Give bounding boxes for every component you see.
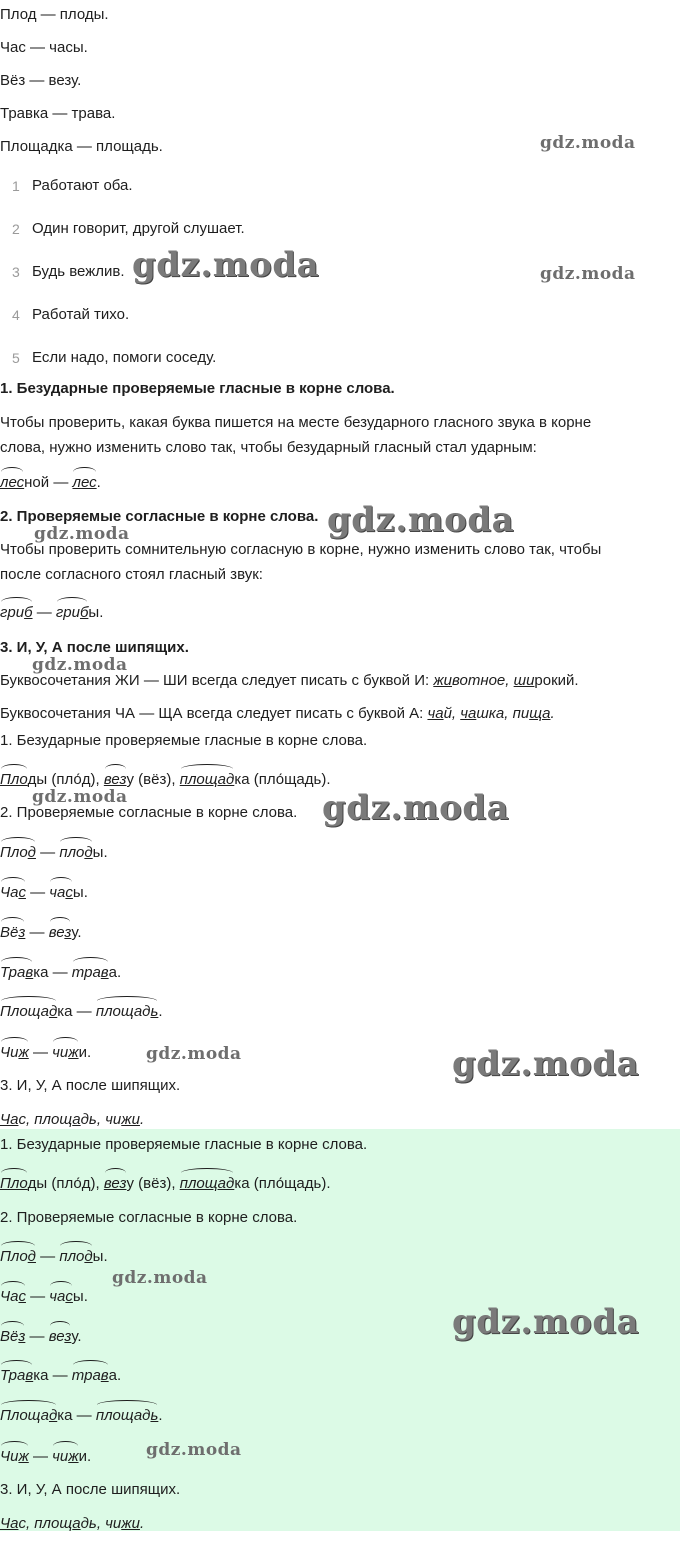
answer-pair: Площадка — площадь. — [0, 1003, 163, 1020]
watermark-logo: gdz.moda — [132, 245, 320, 285]
list-number: 2 — [12, 221, 20, 237]
answer-line: Час, площадь, чижи. — [0, 1515, 145, 1532]
rule-text: Буквосочетания ЖИ — ШИ всегда следует писать с буквой И: животное, широкий. — [0, 672, 579, 689]
pair-line: Вёз — везу. — [0, 72, 82, 89]
answer-heading: 1. Безударные проверяемые гласные в корне слова. — [0, 1136, 368, 1153]
rule-text: Чтобы проверить, какая буква пишется на месте безударного гласного звука в корне — [0, 414, 592, 431]
list-number: 4 — [12, 307, 20, 323]
watermark-logo: gdz.moda — [146, 1044, 242, 1064]
rule-heading: 3. И, У, А после шипящих. — [0, 639, 189, 656]
watermark-logo: gdz.moda — [327, 500, 515, 540]
answer-heading: 3. И, У, А после шипящих. — [0, 1077, 181, 1094]
list-item: Работай тихо. — [32, 306, 130, 323]
example-line: лесной — лес. — [0, 474, 101, 491]
watermark-logo: gdz.moda — [452, 1302, 640, 1342]
pair-line: Час — часы. — [0, 39, 88, 56]
watermark-logo: gdz.moda — [32, 787, 128, 807]
pair-line: Площадка — площадь. — [0, 138, 163, 155]
answer-pair: Плод — плоды. — [0, 844, 108, 861]
answer-pair: Чиж — чижи. — [0, 1448, 92, 1465]
watermark-logo: gdz.moda — [540, 133, 636, 153]
list-item: Работают оба. — [32, 177, 133, 194]
answer-heading: 3. И, У, А после шипящих. — [0, 1481, 181, 1498]
rule-heading: 2. Проверяемые согласные в корне слова. — [0, 508, 319, 525]
rule-heading: 1. Безударные проверяемые гласные в корне слова. — [0, 380, 395, 397]
answer-pair: Час — часы. — [0, 884, 88, 901]
answer-heading: 2. Проверяемые согласные в корне слова. — [0, 1209, 298, 1226]
rule-text: слова, нужно изменить слово так, чтобы безударный гласный стал ударным: — [0, 439, 537, 456]
watermark-logo: gdz.moda — [34, 524, 130, 544]
rule-text: после согласного стоял гласный звук: — [0, 566, 263, 583]
root-word: лес — [72, 474, 97, 491]
root-word: гриб — [0, 604, 33, 621]
root-word: лес — [0, 474, 25, 491]
example-line: гриб — грибы. — [0, 604, 104, 621]
root-word: гриб — [55, 604, 89, 621]
answer-pair: Плод — плоды. — [0, 1248, 108, 1265]
watermark-logo: gdz.moda — [452, 1044, 640, 1084]
answer-pair: Травка — трава. — [0, 1367, 122, 1384]
answer-line: Плоды (пло́д), везу (вёз), площадка (пло́щадь). — [0, 771, 331, 788]
list-item: Один говорит, другой слушает. — [32, 220, 245, 237]
watermark-logo: gdz.moda — [540, 264, 636, 284]
rule-text: Буквосочетания ЧА — ЩА всегда следует писать с буквой А: чай, чашка, пища. — [0, 705, 555, 722]
answer-pair: Травка — трава. — [0, 964, 122, 981]
answer-line: Плоды (пло́д), везу (вёз), площадка (пло́щадь). — [0, 1175, 331, 1192]
list-item: Будь вежлив. — [32, 263, 125, 280]
pair-line: Плод — плоды. — [0, 6, 109, 23]
answer-pair: Вёз — везу. — [0, 1328, 82, 1345]
answer-heading: 2. Проверяемые согласные в корне слова. — [0, 804, 298, 821]
watermark-logo: gdz.moda — [322, 788, 510, 828]
answer-line: Час, площадь, чижи. — [0, 1111, 145, 1128]
pair-line: Травка — трава. — [0, 105, 116, 122]
watermark-logo: gdz.moda — [32, 655, 128, 675]
rule-text: Чтобы проверить сомнительную согласную в корне, нужно изменить слово так, чтобы — [0, 541, 602, 558]
list-number: 3 — [12, 264, 20, 280]
list-number: 5 — [12, 350, 20, 366]
answer-pair: Чиж — чижи. — [0, 1044, 92, 1061]
answer-pair: Площадка — площадь. — [0, 1407, 163, 1424]
list-number: 1 — [12, 178, 20, 194]
answer-heading: 1. Безударные проверяемые гласные в корне слова. — [0, 732, 368, 749]
watermark-logo: gdz.moda — [146, 1440, 242, 1460]
answer-pair: Вёз — везу. — [0, 924, 82, 941]
watermark-logo: gdz.moda — [112, 1268, 208, 1288]
answer-pair: Час — часы. — [0, 1288, 88, 1305]
list-item: Если надо, помоги соседу. — [32, 349, 217, 366]
